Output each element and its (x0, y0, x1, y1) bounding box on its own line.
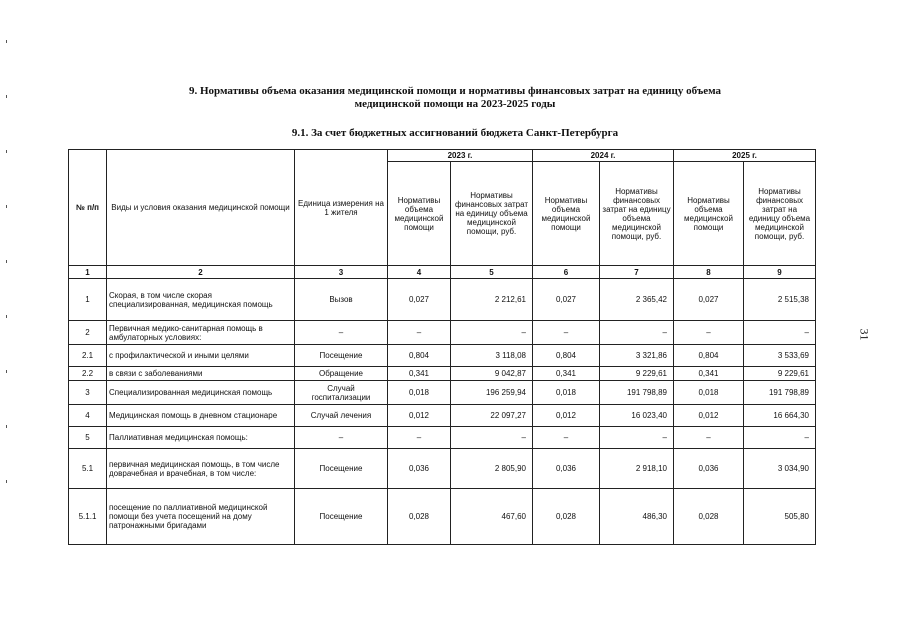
volume-2024: 0,804 (533, 345, 600, 367)
header-cost-2023: Нормативы финансовых затрат на единицу объема медицинской помощи, руб. (451, 162, 533, 266)
volume-2023: 0,027 (388, 279, 451, 321)
section-subheading: 9.1. За счет бюджетных ассигнований бюджета Санкт-Петербурга (291, 127, 619, 139)
header-unit: Единица измерения на 1 жителя (295, 150, 388, 266)
table-row (69, 449, 816, 489)
cost-2023: 2 805,90 (451, 449, 533, 489)
cost-2024: 486,30 (600, 489, 674, 545)
header-num: № п/п (69, 150, 107, 266)
row-number: 5 (69, 427, 107, 449)
column-number: 9 (744, 266, 816, 279)
row-number: 3 (69, 381, 107, 405)
cost-2023: 9 042,87 (451, 367, 533, 381)
unit-cell: Обращение (295, 367, 388, 381)
cost-2023: – (451, 427, 533, 449)
heading-line-1: 9. Нормативы объема оказания медицинской помощи и нормативы финансовых затрат на единицу объема (188, 85, 722, 97)
header-volume-2023: Нормативы объема медицинской помощи (388, 162, 451, 266)
volume-2024: 0,012 (533, 405, 600, 427)
column-number: 3 (295, 266, 388, 279)
volume-2024: 0,018 (533, 381, 600, 405)
table-row (69, 345, 816, 367)
service-name: с профилактической и иными целями (107, 345, 295, 367)
cost-2025: 3 034,90 (744, 449, 816, 489)
volume-2023: 0,028 (388, 489, 451, 545)
header-volume-2024: Нормативы объема медицинской помощи (533, 162, 600, 266)
volume-2023: – (388, 427, 451, 449)
table-row (69, 427, 816, 449)
unit-cell: Вызов (295, 279, 388, 321)
table-row (69, 381, 816, 405)
unit-cell: Посещение (295, 345, 388, 367)
norms-table (68, 149, 816, 545)
cost-2025: 9 229,61 (744, 367, 816, 381)
cost-2024: 3 321,86 (600, 345, 674, 367)
row-number: 2.2 (69, 367, 107, 381)
page-heading (100, 85, 810, 111)
service-name: Паллиативная медицинская помощь: (107, 427, 295, 449)
column-number: 7 (600, 266, 674, 279)
service-name: в связи с заболеваниями (107, 367, 295, 381)
cost-2023: 2 212,61 (451, 279, 533, 321)
volume-2024: 0,027 (533, 279, 600, 321)
volume-2023: 0,341 (388, 367, 451, 381)
cost-2025: 16 664,30 (744, 405, 816, 427)
column-number: 6 (533, 266, 600, 279)
column-number: 1 (69, 266, 107, 279)
volume-2024: – (533, 427, 600, 449)
volume-2025: – (674, 427, 744, 449)
table-row (69, 489, 816, 545)
volume-2025: 0,036 (674, 449, 744, 489)
cost-2024: 2 365,42 (600, 279, 674, 321)
cost-2025: 3 533,69 (744, 345, 816, 367)
volume-2023: 0,018 (388, 381, 451, 405)
volume-2024: 0,036 (533, 449, 600, 489)
cost-2023: 467,60 (451, 489, 533, 545)
volume-2025: 0,018 (674, 381, 744, 405)
row-number: 4 (69, 405, 107, 427)
service-name: Медицинская помощь в дневном стационаре (107, 405, 295, 427)
header-kind: Виды и условия оказания медицинской помощи (107, 150, 295, 266)
volume-2023: 0,804 (388, 345, 451, 367)
cost-2023: 22 097,27 (451, 405, 533, 427)
column-number: 4 (388, 266, 451, 279)
header-year-2025: 2025 г. (674, 150, 816, 162)
service-name: первичная медицинская помощь, в том числе доврачебная и врачебная, в том числе: (107, 449, 295, 489)
service-name: Специализированная медицинская помощь (107, 381, 295, 405)
column-number: 2 (107, 266, 295, 279)
volume-2024: – (533, 321, 600, 345)
cost-2023: 3 118,08 (451, 345, 533, 367)
volume-2025: 0,012 (674, 405, 744, 427)
cost-2024: 16 023,40 (600, 405, 674, 427)
service-name: Первичная медико-санитарная помощь в амбулаторных условиях: (107, 321, 295, 345)
cost-2024: 9 229,61 (600, 367, 674, 381)
cost-2023: – (451, 321, 533, 345)
unit-cell: Случай лечения (295, 405, 388, 427)
header-year-2024: 2024 г. (533, 150, 674, 162)
volume-2023: 0,012 (388, 405, 451, 427)
header-cost-2024: Нормативы финансовых затрат на единицу объема медицинской помощи, руб. (600, 162, 674, 266)
cost-2024: – (600, 427, 674, 449)
cost-2024: 191 798,89 (600, 381, 674, 405)
volume-2023: – (388, 321, 451, 345)
volume-2024: 0,028 (533, 489, 600, 545)
row-number: 5.1.1 (69, 489, 107, 545)
volume-2025: 0,027 (674, 279, 744, 321)
unit-cell: – (295, 321, 388, 345)
header-cost-2025: Нормативы финансовых затрат на единицу объема медицинской помощи, руб. (744, 162, 816, 266)
heading-line-2: медицинской помощи на 2023-2025 годы (354, 98, 556, 110)
cost-2025: 191 798,89 (744, 381, 816, 405)
column-number: 8 (674, 266, 744, 279)
cost-2025: – (744, 321, 816, 345)
service-name: Скорая, в том числе скорая специализированная, медицинская помощь (107, 279, 295, 321)
page-number: 31 (857, 328, 872, 341)
cost-2023: 196 259,94 (451, 381, 533, 405)
volume-2025: 0,341 (674, 367, 744, 381)
table-row (69, 279, 816, 321)
row-number: 2.1 (69, 345, 107, 367)
table-row (69, 405, 816, 427)
row-number: 5.1 (69, 449, 107, 489)
cost-2024: 2 918,10 (600, 449, 674, 489)
volume-2025: 0,804 (674, 345, 744, 367)
cost-2025: 2 515,38 (744, 279, 816, 321)
unit-cell: – (295, 427, 388, 449)
header-year-2023: 2023 г. (388, 150, 533, 162)
row-number: 1 (69, 279, 107, 321)
table-row (69, 321, 816, 345)
unit-cell: Посещение (295, 449, 388, 489)
volume-2023: 0,036 (388, 449, 451, 489)
cost-2025: – (744, 427, 816, 449)
service-name: посещение по паллиативной медицинской помощи без учета посещений на дому патронажными бригадами (107, 489, 295, 545)
cost-2024: – (600, 321, 674, 345)
volume-2024: 0,341 (533, 367, 600, 381)
unit-cell: Посещение (295, 489, 388, 545)
cost-2025: 505,80 (744, 489, 816, 545)
header-volume-2025: Нормативы объема медицинской помощи (674, 162, 744, 266)
unit-cell: Случай госпитализации (295, 381, 388, 405)
row-number: 2 (69, 321, 107, 345)
volume-2025: 0,028 (674, 489, 744, 545)
volume-2025: – (674, 321, 744, 345)
column-number: 5 (451, 266, 533, 279)
table-row (69, 367, 816, 381)
